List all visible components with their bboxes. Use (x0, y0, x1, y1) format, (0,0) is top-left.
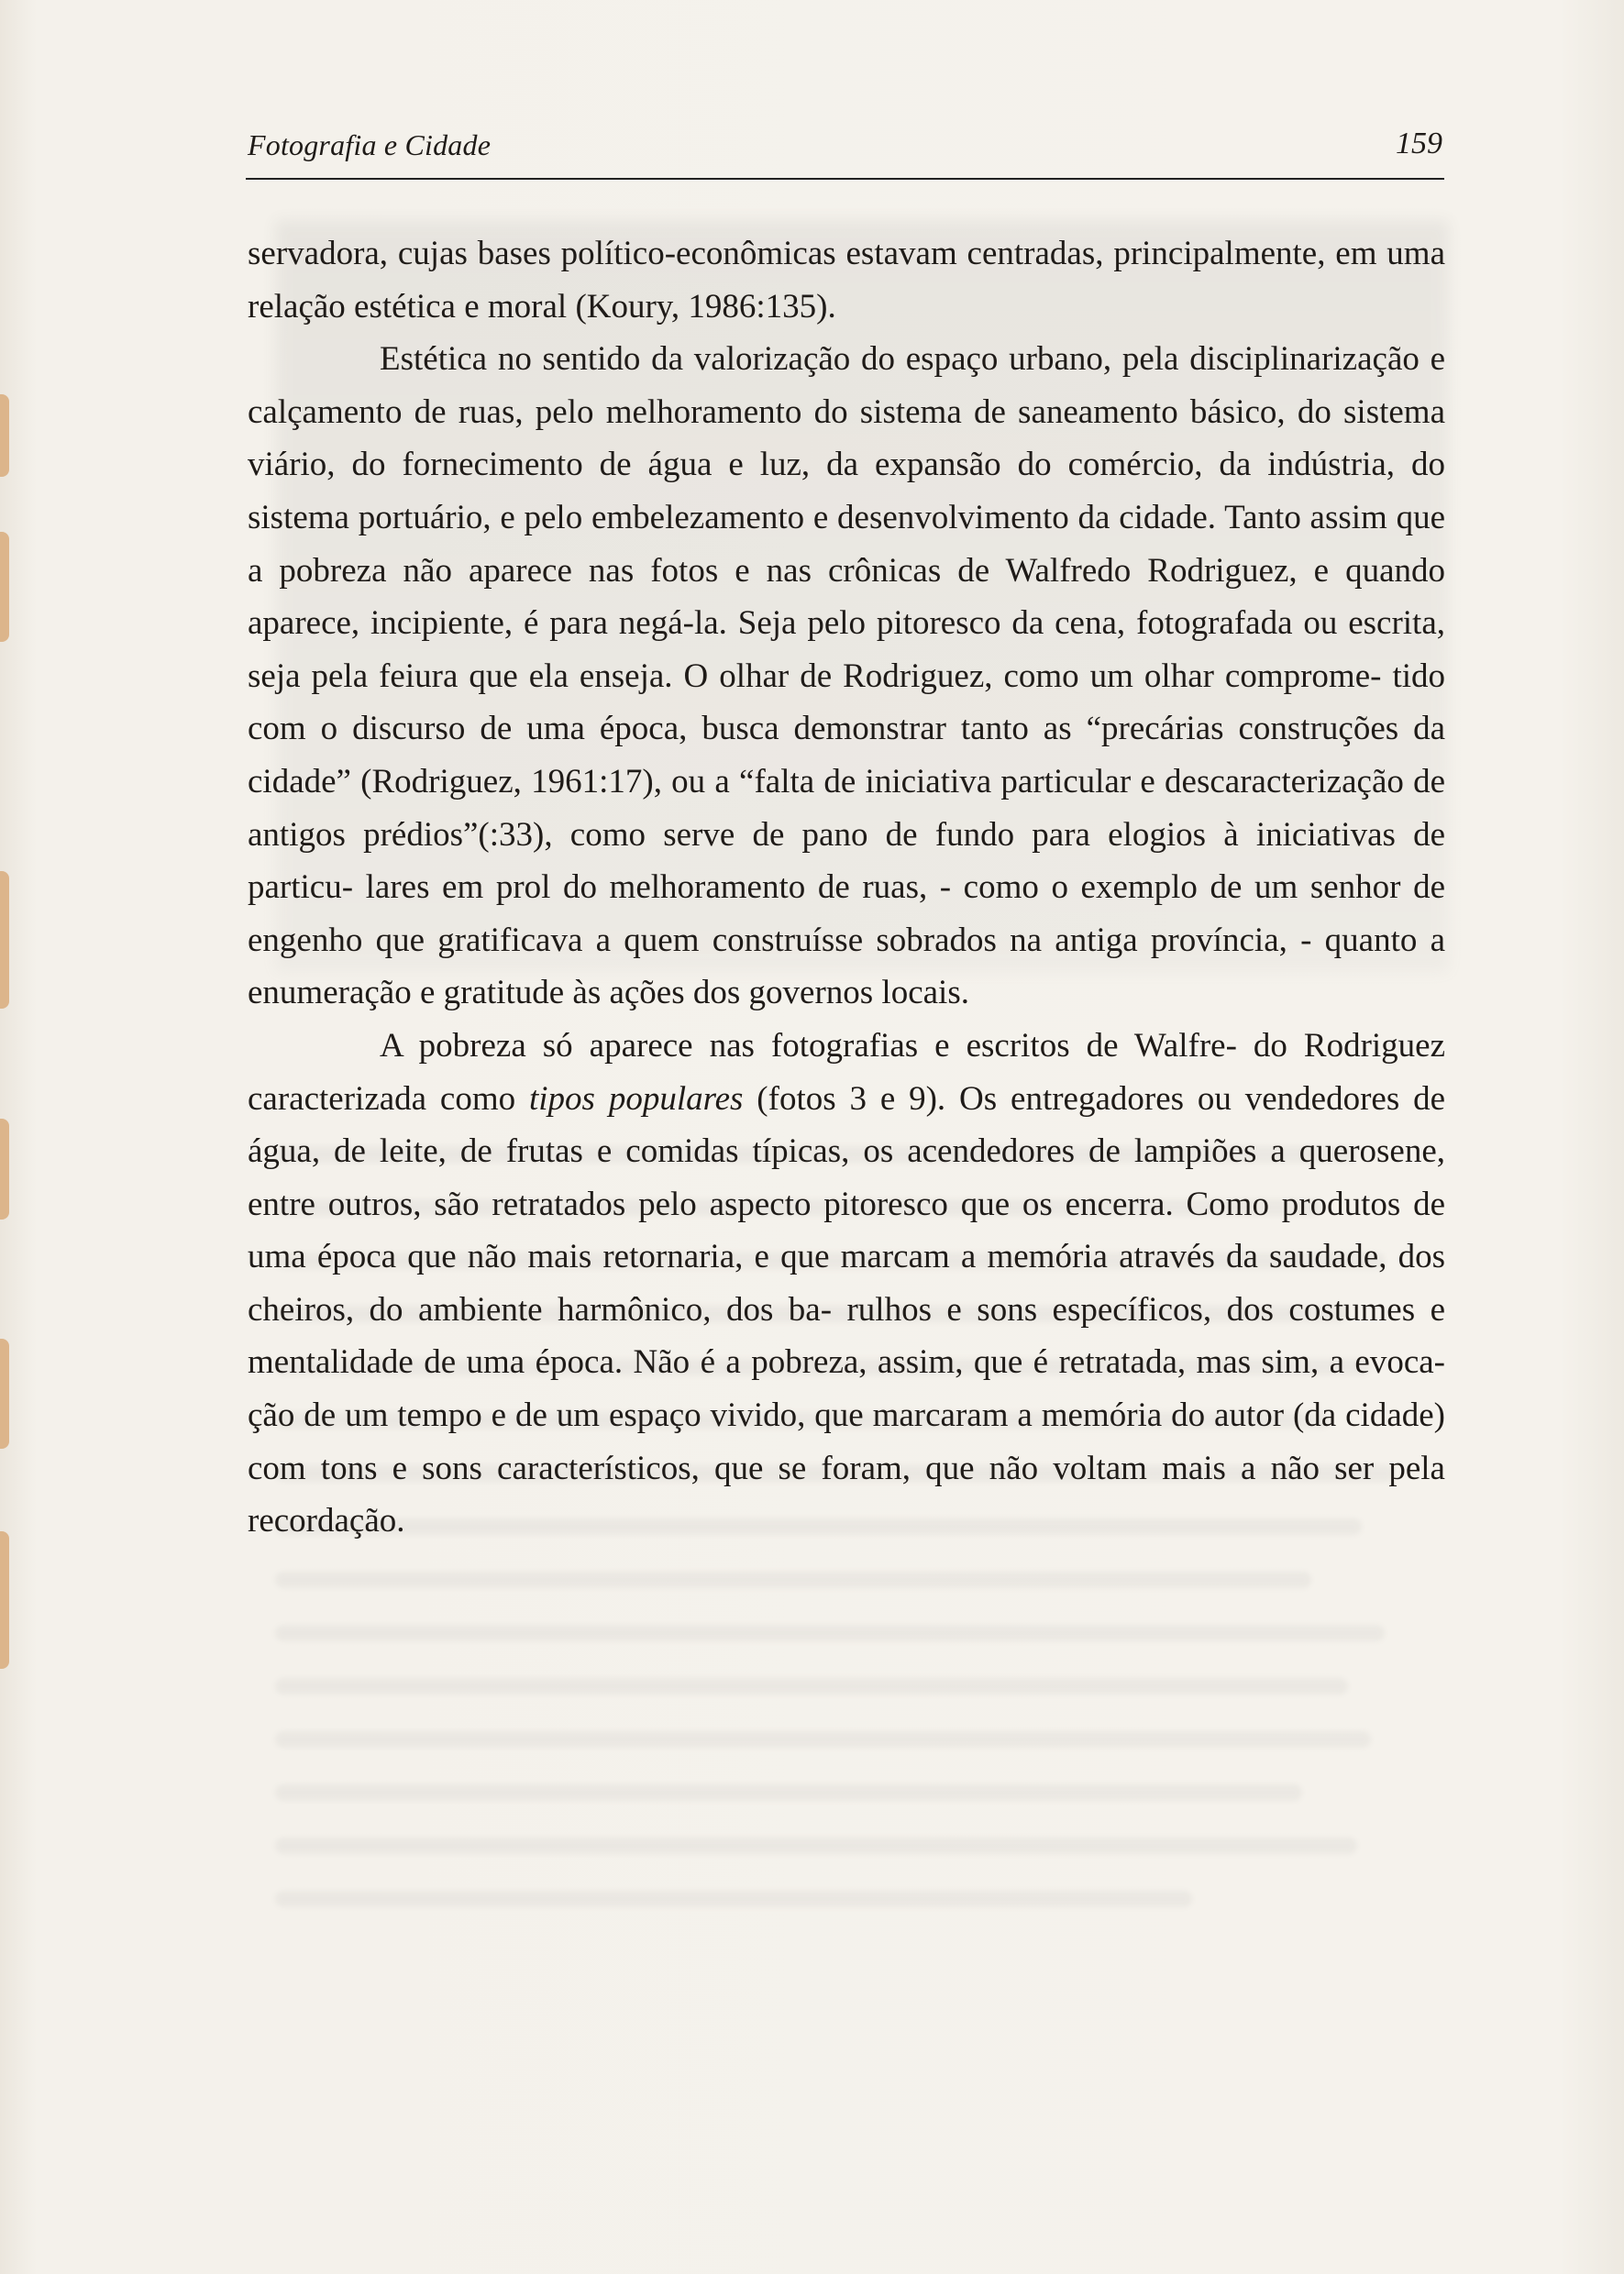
text-line-start: do Rodriguez caracterizada como (248, 1026, 1446, 1118)
text-line: época. Não é a pobreza, assim, que é retratada, mas sim, a evoca- (535, 1343, 1446, 1382)
edge-stain (0, 1339, 9, 1449)
text-line: do autor (da cidade) com tons e sons característicos, que se foram, (248, 1396, 1445, 1487)
text-line: A pobreza só aparece nas fotografias e escritos de Walfre- (380, 1026, 1237, 1065)
ghost-line (275, 1678, 1348, 1694)
text-line-end: (fotos 3 e 9). Os (743, 1079, 998, 1118)
page-edge-stains (0, 394, 17, 1678)
text-line: como serve de pano de fundo para elogios à iniciativas de particu- (248, 815, 1446, 907)
ghost-line (275, 1784, 1302, 1801)
text-line: Seja pelo pitoresco da cena, fotografada ou escrita, seja pela feiura (248, 604, 1445, 695)
text-line: Estética no sentido da valorização do espaço urbano, pela (380, 340, 1179, 379)
text-line: governos locais. (748, 974, 969, 1012)
text-line: antiga província, - quanto a enumeração e gratitude às ações dos (248, 921, 1446, 1012)
edge-stain (0, 1531, 9, 1669)
text-line: que não voltam mais a não ser pela recordação. (248, 1449, 1445, 1540)
text-line: de água e luz, da expansão do comércio, da indústria, do sistema (248, 446, 1445, 536)
text-line: principalmente, em uma relação estética e moral (Koury, (248, 235, 1446, 326)
text-line: Tanto assim que a pobreza não aparece nas fotos e nas crônicas de (248, 498, 1445, 590)
ghost-line (275, 1572, 1311, 1588)
text-line: através da saudade, dos cheiros, do ambiente harmônico, dos ba- (248, 1238, 1446, 1329)
body-text (248, 227, 1445, 1548)
edge-stain (0, 871, 9, 1009)
paragraph-1 (248, 227, 1445, 333)
page-number: 159 (1396, 127, 1442, 160)
ghost-line (275, 1838, 1357, 1854)
running-title: Fotografia e Cidade (248, 128, 492, 161)
text-line: retratados pelo aspecto pitoresco que os encerra. Como produtos (492, 1185, 1401, 1223)
ghost-line (275, 1891, 1192, 1907)
paragraph-3 (248, 1020, 1445, 1548)
ghost-line (275, 1731, 1371, 1748)
text-line: 1986:135). (688, 287, 836, 326)
text-line: tido com o discurso de uma época, busca demonstrar tanto as (248, 657, 1446, 748)
text-line: entregadores ou vendedores de água, de leite, de frutas e comidas (248, 1079, 1446, 1171)
text-line: servadora, cujas bases político-econômicas estavam centradas, (248, 235, 1104, 272)
text-line: de uma época que não mais retornaria, e que marcam a memória (248, 1185, 1445, 1276)
edge-stain (0, 532, 9, 642)
text-line: lares em prol do melhoramento de ruas, - como o exemplo de um (365, 868, 1298, 907)
edge-stain (0, 394, 9, 477)
text-line: típicas, os acendedores de lampiões a querosene, entre outros, são (248, 1132, 1446, 1223)
text-line: que ela enseja. O olhar de Rodriguez, como um olhar comprome- (469, 657, 1382, 695)
text-line: de iniciativa particular e descaracterização de antigos prédios”(:33), (248, 762, 1445, 854)
text-line: ção de um tempo e de um espaço vivido, que marcaram a memória (248, 1396, 1163, 1435)
text-line: senhor de engenho que gratificava a quem construísse sobrados na (248, 868, 1445, 959)
ghost-line (275, 1625, 1385, 1641)
text-line: sistema de saneamento básico, do sistema viário, do fornecimento (248, 392, 1445, 484)
text-line: portuário, e pelo embelezamento e desenvolvimento da cidade. (358, 498, 1217, 536)
text-line: rulhos e sons específicos, dos costumes e mentalidade de uma (248, 1290, 1445, 1382)
paragraph-2 (248, 333, 1445, 1020)
text-line: Walfredo Rodriguez, e quando aparece, incipiente, é para negá-la. (248, 551, 1445, 643)
text-line: “precárias construções da cidade” (Rodriguez, 1961:17), ou a “falta (248, 710, 1445, 800)
edge-stain (0, 1119, 9, 1220)
italic-term: tipos populares (529, 1079, 744, 1118)
running-header (246, 125, 1444, 180)
text-line: disciplinarização e calçamento de ruas, pelo melhoramento do (248, 340, 1446, 431)
